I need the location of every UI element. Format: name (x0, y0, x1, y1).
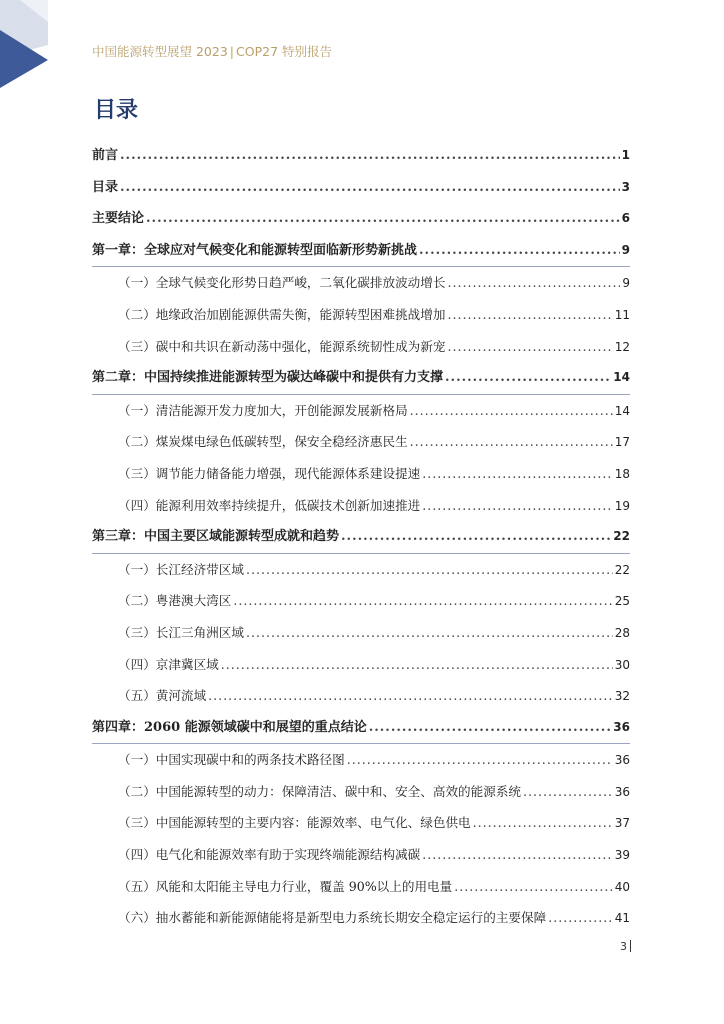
page-title: 目录 (94, 98, 139, 123)
toc-entry-chapter[interactable] (92, 521, 630, 554)
toc-entry-chapter[interactable] (92, 140, 630, 172)
toc-entry-page: 9 (622, 276, 630, 291)
toc-entry-label: （四）能源利用效率持续提升，低碳技术创新加速推进 (118, 497, 421, 513)
toc-entry-section[interactable] (92, 617, 630, 649)
toc-entry-page: 11 (614, 307, 630, 322)
toc-entry-page: 14 (614, 403, 630, 418)
toc-entry-label: （一）全球气候变化形势日趋严峻，二氧化碳排放波动增长 (118, 275, 446, 291)
toc-leader-dots (410, 426, 613, 458)
toc-entry-section[interactable] (92, 680, 630, 712)
toc-entry-label: （一）中国实现碳中和的两条技术路径图 (118, 752, 345, 768)
toc-entry-section[interactable] (92, 458, 630, 490)
toc-entry-label: （四）京津冀区域 (118, 656, 219, 672)
toc-leader-dots (447, 267, 620, 299)
toc-entry-page: 40 (614, 879, 630, 894)
toc-entry-label: （一）清洁能源开发力度加大，开创能源发展新格局 (118, 402, 408, 418)
toc-entry-label: 第三章：中国主要区域能源转型成就和趋势 (92, 529, 340, 545)
toc-entry-page: 36 (614, 753, 630, 768)
toc-entry-label: （五）黄河流域 (118, 688, 207, 704)
page-number: 3 (620, 940, 627, 953)
toc-leader-dots (454, 871, 612, 903)
toc-entry-label: （四）电气化和能源效率有助于实现终端能源结构减碳 (118, 847, 421, 863)
toc-entry-page: 3 (621, 179, 630, 194)
toc-entry-label: （三）中国能源转型的主要内容：能源效率、电气化、绿色供电 (118, 815, 471, 831)
toc-entry-label: 前言 (92, 148, 119, 163)
toc-leader-dots (410, 395, 613, 427)
toc-entry-page: 1 (621, 148, 630, 162)
toc-entry-page: 28 (614, 625, 630, 640)
toc-entry-label: （三）碳中和共识在新动荡中强化，能源系统韧性成为新宠 (118, 338, 446, 354)
toc-entry-page: 30 (614, 657, 630, 672)
toc-leader-dots (233, 585, 612, 617)
toc-leader-dots (341, 521, 611, 553)
toc-entry-label: （六）抽水蓄能和新能源储能将是新型电力系统长期安全稳定运行的主要保障 (118, 910, 547, 926)
toc-leader-dots (369, 712, 612, 744)
table-of-contents (92, 140, 630, 934)
toc-entry-page: 41 (614, 911, 630, 926)
page-footer (620, 940, 631, 953)
toc-entry-section[interactable] (92, 395, 630, 427)
toc-entry-section[interactable] (92, 902, 630, 934)
toc-entry-section[interactable] (92, 331, 630, 363)
toc-entry-page: 32 (614, 689, 630, 704)
running-header (92, 42, 332, 60)
toc-entry-label: （二）煤炭煤电绿色低碳转型，保安全稳经济惠民生 (118, 434, 408, 450)
toc-leader-dots (523, 776, 613, 808)
toc-entry-section[interactable] (92, 267, 630, 299)
toc-entry-label: （二）中国能源转型的动力：保障清洁、碳中和、安全、高效的能源系统 (118, 783, 521, 799)
toc-entry-chapter[interactable] (92, 172, 630, 204)
toc-entry-page: 6 (621, 211, 630, 226)
toc-entry-label: （二）粤港澳大湾区 (118, 593, 232, 609)
toc-leader-dots (246, 617, 613, 649)
toc-leader-dots (347, 744, 613, 776)
toc-entry-page: 22 (614, 562, 630, 577)
toc-entry-label: （二）地缘政治加剧能源供需失衡，能源转型困难挑战增加 (118, 306, 446, 322)
toc-entry-section[interactable] (92, 490, 630, 522)
header-title: 中国能源转型展望 2023 (92, 44, 228, 59)
toc-entry-label: （一）长江经济带区域 (118, 561, 244, 577)
toc-entry-section[interactable] (92, 554, 630, 586)
toc-entry-label: 第二章：中国持续推进能源转型为碳达峰碳中和提供有力支撑 (92, 370, 444, 386)
toc-entry-label: 第一章：全球应对气候变化和能源转型面临新形势新挑战 (92, 242, 418, 258)
toc-entry-page: 17 (614, 435, 630, 450)
toc-leader-dots (120, 172, 620, 204)
toc-entry-label: 第四章：2060 能源领域碳中和展望的重点结论 (92, 719, 367, 735)
toc-entry-label: 主要结论 (92, 211, 145, 227)
toc-leader-dots (246, 554, 613, 586)
toc-entry-page: 36 (613, 719, 630, 734)
toc-entry-page: 18 (614, 466, 630, 481)
toc-entry-section[interactable] (92, 299, 630, 331)
toc-entry-section[interactable] (92, 807, 630, 839)
toc-leader-dots (120, 140, 620, 172)
toc-leader-dots (422, 458, 612, 490)
footer-bar (630, 940, 631, 952)
toc-entry-section[interactable] (92, 871, 630, 903)
toc-entry-section[interactable] (92, 426, 630, 458)
toc-entry-page: 14 (613, 370, 630, 385)
toc-entry-chapter[interactable] (92, 362, 630, 395)
toc-entry-page: 39 (614, 848, 630, 863)
toc-entry-page: 19 (614, 498, 630, 513)
toc-leader-dots (548, 902, 613, 934)
toc-entry-section[interactable] (92, 839, 630, 871)
toc-entry-section[interactable] (92, 744, 630, 776)
toc-leader-dots (447, 299, 612, 331)
toc-entry-page: 36 (614, 784, 630, 799)
toc-leader-dots (445, 362, 611, 394)
toc-leader-dots (422, 839, 612, 871)
toc-entry-page: 25 (614, 594, 630, 609)
header-subtitle: COP27 特别报告 (236, 44, 332, 59)
toc-leader-dots (422, 490, 612, 522)
toc-entry-page: 22 (613, 529, 630, 544)
toc-entry-page: 12 (614, 339, 630, 354)
toc-entry-chapter[interactable] (92, 203, 630, 235)
toc-entry-section[interactable] (92, 585, 630, 617)
toc-leader-dots (208, 680, 613, 712)
toc-leader-dots (419, 235, 620, 267)
toc-entry-section[interactable] (92, 776, 630, 808)
toc-leader-dots (146, 203, 620, 235)
toc-leader-dots (473, 807, 613, 839)
toc-entry-label: （三）调节能力储备能力增强，现代能源体系建设提速 (118, 465, 421, 481)
toc-entry-label: （三）长江三角洲区域 (118, 624, 244, 640)
corner-decoration (0, 0, 60, 100)
toc-entry-chapter[interactable] (92, 712, 630, 745)
toc-entry-label: （五）风能和太阳能主导电力行业，覆盖 90%以上的用电量 (118, 878, 453, 894)
toc-entry-section[interactable] (92, 649, 630, 681)
header-separator: | (229, 44, 235, 59)
toc-leader-dots (447, 331, 612, 363)
toc-entry-chapter[interactable] (92, 235, 630, 268)
toc-entry-page: 9 (621, 242, 630, 257)
toc-entry-label: 目录 (92, 179, 119, 195)
toc-leader-dots (221, 649, 613, 681)
toc-entry-page: 37 (614, 816, 630, 831)
